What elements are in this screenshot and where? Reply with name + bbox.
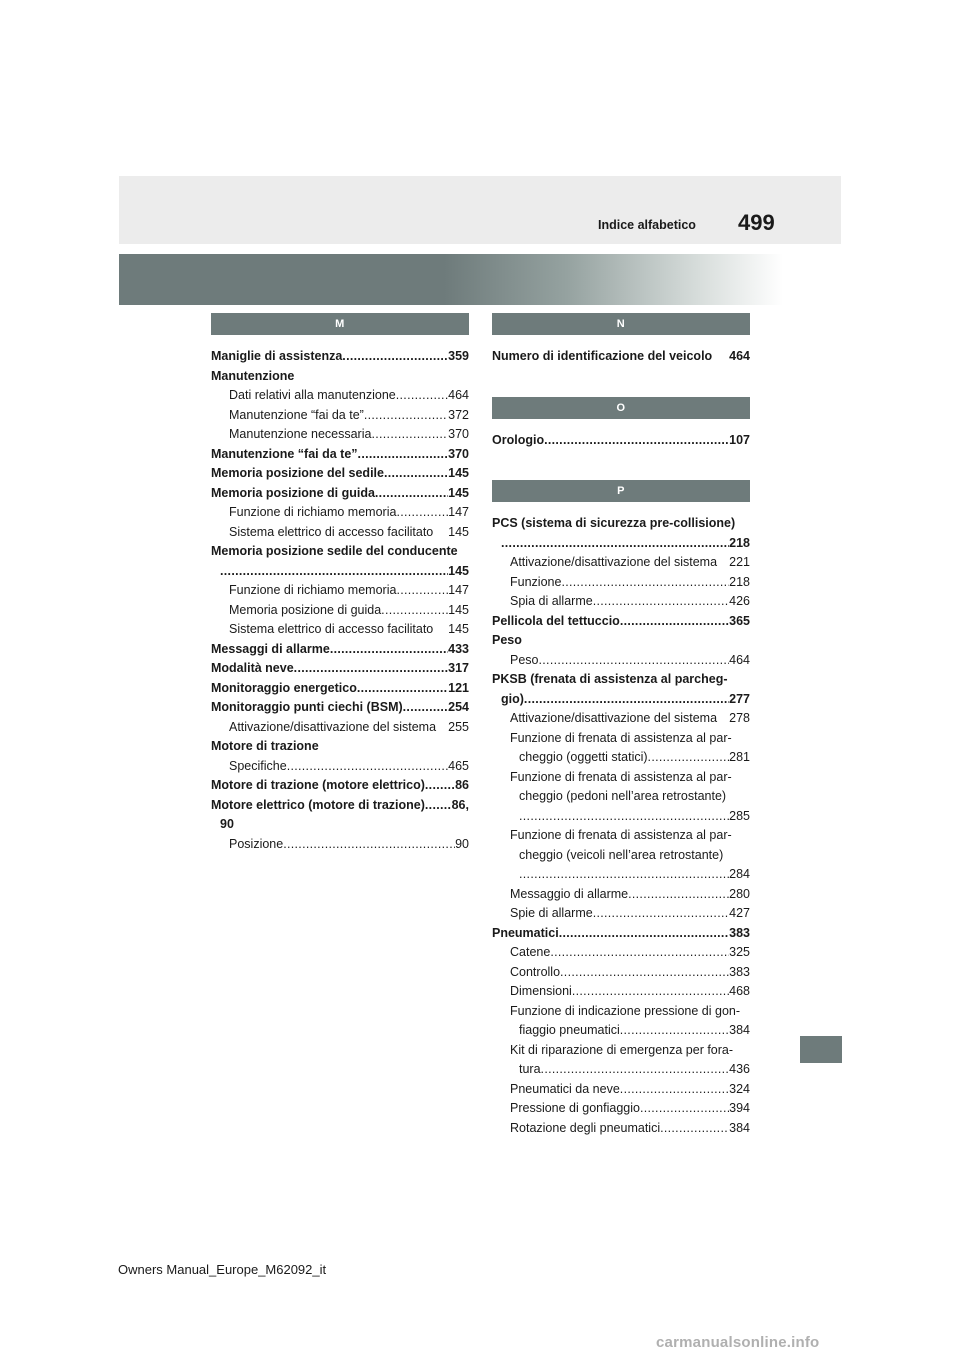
entry-label: Manutenzione “fai da te” [229, 407, 364, 422]
index-entries-o [492, 431, 750, 451]
index-entry [211, 503, 469, 523]
entry-label: Pellicola del tettuccio [492, 613, 620, 628]
entry-page-ref: 218 [729, 574, 750, 589]
entry-label: Manutenzione “fai da te” [211, 446, 358, 461]
entry-label: Funzione di frenata di assistenza al par- [510, 730, 732, 745]
index-entry [211, 698, 469, 718]
index-entry [492, 768, 750, 827]
entry-label: Attivazione/disattivazione del sistema [229, 719, 437, 734]
entry-page-ref: 218 [729, 535, 750, 550]
entry-label: Attivazione/disattivazione del sistema [510, 555, 718, 569]
index-entry [492, 885, 750, 905]
dot-leader [396, 503, 448, 523]
entry-page-ref: 317 [448, 661, 469, 675]
entry-label: Peso [492, 633, 522, 647]
dot-leader [294, 659, 448, 679]
entry-label: fiaggio pneumatici [519, 1023, 620, 1037]
entry-page-ref: 221 [729, 555, 750, 569]
dot-leader [524, 690, 729, 710]
index-entry [492, 347, 750, 367]
entry-page-ref: 281 [729, 750, 750, 764]
entry-page-ref: 145 [448, 524, 469, 539]
dot-leader [396, 386, 448, 406]
index-entry [492, 963, 750, 983]
index-entry [492, 1041, 750, 1080]
entry-page-ref: 433 [448, 641, 469, 656]
dot-leader [287, 757, 448, 777]
letter-header-m: M [211, 313, 469, 335]
entry-page-ref: 436 [729, 1062, 750, 1076]
index-entry [211, 542, 469, 581]
entry-page-ref: 145 [448, 602, 469, 617]
entry-label: Funzione di richiamo memoria [229, 505, 397, 519]
index-entry [211, 659, 469, 679]
footer-document-id: Owners Manual_Europe_M62092_it [118, 1262, 327, 1277]
entry-page-ref: 90 [455, 836, 469, 851]
index-column-left [211, 313, 469, 854]
dot-leader [381, 601, 448, 621]
chapter-side-tab [800, 1036, 842, 1063]
dot-leader [283, 835, 455, 855]
entry-page-ref: 372 [448, 407, 469, 422]
entry-label: Modalità neve [211, 661, 294, 675]
entry-label: Numero di identificazione del veicolo [492, 349, 713, 363]
index-entry [211, 425, 469, 445]
entry-page-ref: 370 [448, 446, 469, 461]
dot-leader [648, 748, 730, 768]
index-entry [211, 484, 469, 504]
entry-page-ref: 325 [729, 945, 750, 959]
entry-page-ref: 254 [448, 700, 469, 714]
dot-leader [396, 581, 448, 601]
index-entry [492, 631, 750, 651]
dot-leader [342, 347, 448, 367]
index-entry [211, 347, 469, 367]
entry-page-ref: 426 [729, 594, 750, 608]
index-entry [492, 709, 750, 729]
entry-page-ref: 107 [729, 432, 750, 447]
entry-page-ref: 284 [729, 867, 750, 881]
entry-page-ref: 255 [448, 719, 469, 734]
index-entries-m [211, 347, 469, 854]
entry-label: cheggio (veicoli nell’area retrostante) [519, 847, 724, 862]
entry-page-ref: 383 [729, 925, 750, 940]
entry-page-ref: 324 [729, 1081, 750, 1096]
index-entry [492, 670, 750, 709]
dot-leader [541, 1060, 730, 1080]
index-entry [492, 431, 750, 451]
dot-leader [357, 679, 448, 699]
entry-label: Rotazione degli pneumatici [510, 1120, 661, 1135]
entry-page-ref: 384 [729, 1023, 750, 1037]
index-column-right [492, 313, 750, 1138]
index-entry [211, 640, 469, 660]
entry-page-ref: 277 [729, 691, 750, 706]
entry-label: Orologio [492, 432, 545, 447]
dot-leader [572, 982, 729, 1002]
entry-label: Sistema elettrico di accesso facilitato [229, 524, 434, 539]
entry-label: Manutenzione necessaria [229, 427, 372, 441]
entry-label: Motore elettrico (motore di trazione) [211, 797, 425, 812]
index-entry [211, 776, 469, 796]
entry-label: Specifiche [229, 758, 287, 773]
index-entry [492, 1080, 750, 1100]
dot-leader [403, 698, 448, 718]
dot-leader [660, 1119, 729, 1139]
entry-page-ref: 280 [729, 886, 750, 901]
index-entry [492, 1002, 750, 1041]
dot-leader [620, 612, 729, 632]
index-entry [492, 651, 750, 671]
index-entry [492, 514, 750, 553]
index-entry [211, 757, 469, 777]
dot-leader [358, 445, 449, 465]
dot-leader [628, 885, 729, 905]
index-entry [492, 943, 750, 963]
entry-label: cheggio (oggetti statici) [519, 750, 648, 764]
index-entry [211, 601, 469, 621]
index-entry [211, 386, 469, 406]
entry-label: Posizione [229, 836, 284, 851]
index-entry [492, 904, 750, 924]
entry-label: tura [519, 1062, 541, 1076]
entry-label: gio) [501, 691, 524, 706]
entry-page-ref: 278 [729, 711, 750, 725]
entry-label: Funzione di indicazione pressione di gon- [510, 1003, 741, 1018]
entry-label: Pneumatici [492, 925, 559, 940]
index-entries-n [492, 347, 750, 367]
index-entry [492, 1099, 750, 1119]
dot-leader [544, 431, 729, 451]
entry-label: Dati relativi alla manutenzione [229, 388, 396, 402]
entry-page-ref: 86 [455, 778, 469, 792]
entry-label: Funzione di frenata di assistenza al par- [510, 828, 732, 842]
entry-label: Controllo [510, 964, 561, 979]
index-entry [492, 1119, 750, 1139]
entry-label: PCS (sistema di sicurezza pre-collisione) [492, 516, 736, 530]
dot-leader [519, 807, 729, 827]
entry-page-ref: 468 [729, 984, 750, 998]
entry-label: Memoria posizione sedile del conducente [211, 544, 458, 558]
entry-page-ref: 464 [729, 349, 750, 363]
dot-leader [539, 651, 730, 671]
entry-label: Memoria posizione del sedile [211, 466, 384, 480]
index-entry [211, 581, 469, 601]
entry-label: Pneumatici da neve [510, 1081, 620, 1096]
index-entry [211, 445, 469, 465]
dot-leader [501, 534, 729, 554]
index-entries-p [492, 514, 750, 1138]
dot-leader [550, 943, 729, 963]
page-number: 499 [738, 210, 775, 235]
header-band [119, 176, 841, 244]
dot-leader [620, 1080, 729, 1100]
entry-page-ref: 145 [448, 563, 469, 578]
entry-label: Kit di riparazione di emergenza per fora- [510, 1042, 734, 1057]
entry-label: Spia di allarme [510, 594, 593, 608]
letter-header-p: P [492, 480, 750, 502]
entry-label: 90 [220, 817, 234, 831]
entry-label: Manutenzione [211, 368, 295, 383]
entry-label: Motore di trazione (motore elettrico) [211, 778, 425, 792]
letter-header-o: O [492, 397, 750, 419]
entry-label: Spie di allarme [510, 906, 593, 920]
index-entry [211, 367, 469, 387]
entry-label: Messaggi di allarme [211, 641, 330, 656]
entry-label: Dimensioni [510, 984, 572, 998]
entry-page-ref: 147 [448, 505, 469, 519]
index-entry [211, 464, 469, 484]
index-entry [211, 835, 469, 855]
entry-label: PKSB (frenata di assistenza al parcheg- [492, 672, 728, 686]
dot-leader [375, 484, 448, 504]
dot-leader [593, 904, 729, 924]
dot-leader [559, 924, 729, 944]
watermark: carmanualsonline.info [656, 1334, 820, 1351]
index-entry [492, 924, 750, 944]
dot-leader [620, 1021, 729, 1041]
dot-leader [371, 425, 448, 445]
dot-leader [425, 776, 455, 796]
index-entry [211, 620, 469, 640]
entry-label: Catene [510, 945, 551, 959]
index-entry [492, 612, 750, 632]
letter-header-n: N [492, 313, 750, 335]
entry-page-ref: 147 [448, 583, 469, 597]
dot-leader [519, 865, 729, 885]
entry-page-ref: 121 [448, 680, 469, 695]
entry-page-ref: 394 [729, 1101, 750, 1115]
dot-leader [220, 562, 448, 582]
entry-page-ref: 384 [729, 1120, 750, 1135]
entry-page-ref: 464 [448, 388, 469, 402]
entry-label: Funzione di frenata di assistenza al par- [510, 769, 732, 784]
entry-label: Maniglie di assistenza [211, 349, 343, 363]
index-entry [211, 523, 469, 543]
entry-page-ref: 145 [448, 466, 469, 480]
entry-page-ref: 427 [729, 906, 750, 920]
dot-leader [560, 963, 729, 983]
index-entry [492, 982, 750, 1002]
entry-label: Funzione [510, 574, 562, 589]
index-entry [492, 729, 750, 768]
index-entry [492, 592, 750, 612]
index-entry [211, 406, 469, 426]
entry-page-ref: 370 [448, 427, 469, 441]
dot-leader [384, 464, 448, 484]
dot-leader [561, 573, 729, 593]
entry-page-ref: 145 [448, 622, 469, 636]
entry-label: Pressione di gonfiaggio [510, 1101, 640, 1115]
chapter-gradient-band [119, 254, 841, 305]
entry-page-ref: 86, [451, 797, 469, 812]
entry-page-ref: 464 [729, 652, 750, 667]
entry-label: Messaggio di allarme [510, 886, 629, 901]
section-title: Indice alfabetico [598, 218, 696, 232]
index-entry [211, 718, 469, 738]
entry-label: Funzione di richiamo memoria [229, 583, 397, 597]
entry-label: cheggio (pedoni nell’area retrostante) [519, 789, 727, 803]
index-entry [211, 737, 469, 757]
entry-label: Motore di trazione [211, 739, 319, 753]
entry-label: Memoria posizione di guida [211, 485, 375, 500]
index-entry [211, 679, 469, 699]
index-entry [492, 553, 750, 573]
index-entry [492, 573, 750, 593]
entry-page-ref: 465 [448, 758, 469, 773]
dot-leader [425, 796, 452, 816]
entry-label: Peso [510, 652, 539, 667]
entry-page-ref: 145 [448, 485, 469, 500]
entry-label: Memoria posizione di guida [229, 602, 382, 617]
entry-page-ref: 285 [729, 808, 750, 823]
dot-leader [593, 592, 729, 612]
dot-leader [640, 1099, 729, 1119]
entry-page-ref: 365 [729, 613, 750, 628]
entry-page-ref: 359 [448, 349, 469, 363]
dot-leader [330, 640, 448, 660]
entry-page-ref: 383 [729, 964, 750, 979]
entry-label: Attivazione/disattivazione del sistema [510, 711, 718, 725]
index-entry [492, 826, 750, 885]
entry-label: Sistema elettrico di accesso facilitato [229, 622, 434, 636]
entry-label: Monitoraggio energetico [211, 680, 357, 695]
index-entry [211, 796, 469, 835]
entry-label: Monitoraggio punti ciechi (BSM) [211, 700, 403, 714]
dot-leader [364, 406, 448, 426]
